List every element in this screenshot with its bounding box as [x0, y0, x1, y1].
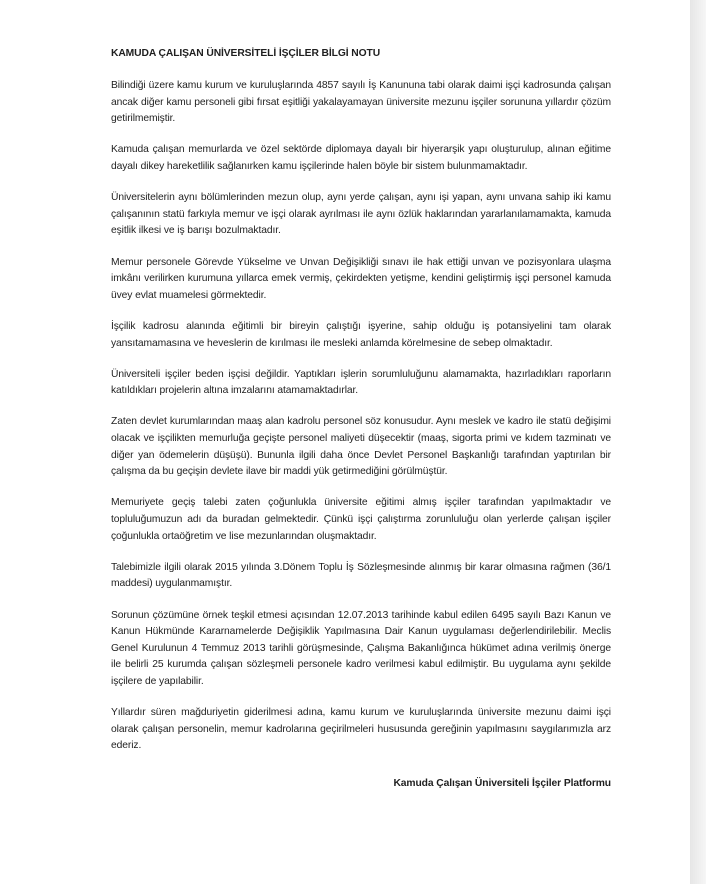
paragraph-4: Memur personele Görevde Yükselme ve Unvan Değişikliği sınavı ile hak ettiği unvan ve pozisyonlara ulaşma imkânı verilirken kurumuna yıllarca emek vermiş, çekirdekten yetişme, kendini geliştirmiş işçi personel kamuda üvey evlat muamelesi görmektedir. [111, 256, 611, 301]
paragraph-2: Kamuda çalışan memurlarda ve özel sektörde diplomaya dayalı bir hiyerarşik yapı oluşturulup, alınan eğitime dayalı dikey hareketlilik sağlanırken kamu işçilerinde halen böyle bir sistem bulunmamaktadır. [111, 144, 611, 172]
signature: Kamuda Çalışan Üniversiteli İşçiler Platformu [393, 777, 611, 789]
paragraph-10: Sorunun çözümüne örnek teşkil etmesi açısından 12.07.2013 tarihinde kabul edilen 6495 sayılı Bazı Kanun ve Kanun Hükmünde Kararnamelerde Değişiklik Yapılmasına Dair Kanun uygulaması değerlendirilebilir. Meclis Genel Kurulunun 4 Temmuz 2013 tarihli görüşmesinde, Çalışma Bakanlığınca hükümet adına verilmiş önerge ile belirli 25 kurumda çalışan sözleşmeli personele kadro verilmesi kabul edilmiştir. Bu uygulama aynı şekilde işçilere de yapılabilir. [111, 609, 611, 687]
paragraph-7: Zaten devlet kurumlarından maaş alan kadrolu personel söz konusudur. Aynı meslek ve kadro ile statü değişimi olacak ve işçilikten memurluğa geçişte personel maliyeti düşecektir (maaş, sigorta primi ve kıdem tazminatı ve diğer yan ödemelerin düşüşü). Bununla ilgili daha önce Devlet Personel Başkanlığı tarafından yaptırılan bir çalışma da bu geçişin devlete ilave bir maddi yük getirmediğini görülmüştür. [111, 416, 611, 478]
document-title: KAMUDA ÇALIŞAN ÜNİVERSİTELİ İŞÇİLER BİLGİ NOTU [111, 48, 381, 59]
page-margin-edge [690, 0, 706, 884]
paragraph-5: İşçilik kadrosu alanında eğitimli bir bireyin çalıştığı işyerine, sahip olduğu iş potansiyelini tam olarak yansıtamamasına ve heveslerin de kırılması ile mesleki anlamda körelmesine de sebep olmaktadır. [111, 320, 611, 349]
paragraph-11: Yıllardır süren mağduriyetin giderilmesi adına, kamu kurum ve kuruluşlarında üniversite mezunu daimi işçi olarak çalışan personelin, memur kadrolarına geçirilmeleri hususunda gereğinin yapılmasını saygılarımızla arz ederiz. [111, 707, 611, 752]
paragraph-1: Bilindiği üzere kamu kurum ve kuruluşlarında 4857 sayılı İş Kanununa tabi olarak daimi işçi kadrosunda çalışan ancak diğer kamu personeli gibi fırsat eşitliği yakalayamayan üniversite mezunu işçiler sorununa yıllardır çözüm getirilmemiştir. [111, 80, 611, 125]
paragraph-3: Üniversitelerin aynı bölümlerinden mezun olup, aynı yerde çalışan, aynı işi yapan, aynı unvana sahip iki kamu çalışanının statü farkıyla memur ve işçi olarak ayrılması ile aynı özlük haklarından yararlanılamamakta, kamuda eşitlik ilkesi ve iş barışı bozulmaktadır. [111, 192, 611, 237]
paragraph-8: Memuriyete geçiş talebi zaten çoğunlukla üniversite eğitimi almış işçiler tarafından yapılmaktadır ve topluluğumuzun adı da buradan gelmektedir. Çünkü işçi çalıştırma zorunluluğu olan yerlerde çalışan işçiler çoğunlukla ortaöğretim ve lise mezunlarından oluşmaktadır. [111, 497, 611, 542]
paragraph-6: Üniversiteli işçiler beden işçisi değildir. Yaptıkları işlerin sorumluluğunu alamamakta, hazırladıkları raporların katıldıkları projelerin altına imzalarını atamamaktadırlar. [111, 368, 611, 397]
document-body [111, 46, 611, 793]
paragraph-9: Talebimizle ilgili olarak 2015 yılında 3.Dönem Toplu İş Sözleşmesinde alınmış bir karar olmasına rağmen (36/1 maddesi) uygulanmamıştır. [111, 561, 611, 590]
